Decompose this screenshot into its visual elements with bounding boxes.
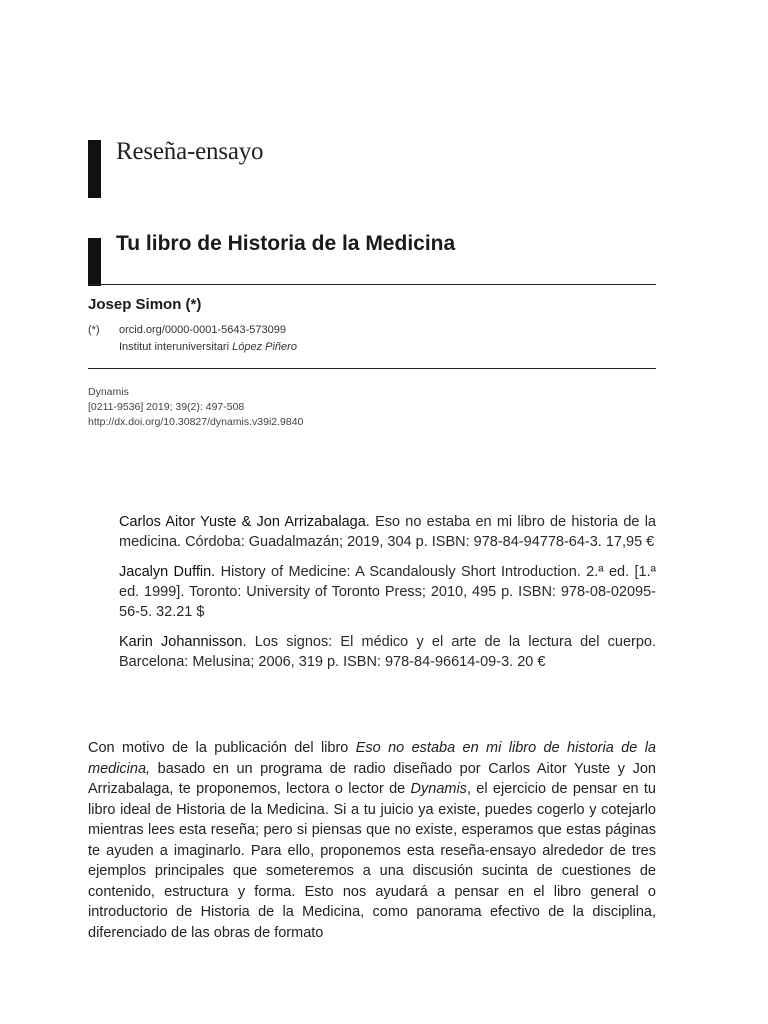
author-name: Josep Simon (*)	[88, 296, 202, 313]
institution-prefix: Institut interuniversitari	[119, 341, 233, 353]
body-text-run: basado en un programa de radio diseñado por Carlos Aitor Yuste y Jon Arrizabalaga, te proponemos, lectora o lector de	[88, 760, 656, 797]
institution	[119, 339, 297, 356]
journal-name: Dynamis	[88, 386, 129, 398]
body-paragraph	[88, 738, 656, 943]
reference-authors: Jacalyn Duffin.	[119, 564, 216, 580]
book-title-italic: Eso no estaba en mi libro de historia de la medicina,	[88, 740, 656, 777]
institution-italic: López Piñero	[232, 341, 297, 353]
orcid-link[interactable]: orcid.org/0000-0001-5643-573099	[119, 324, 286, 336]
body-text	[88, 738, 656, 943]
section-label: Reseña-ensayo	[116, 138, 264, 165]
reference-item	[119, 512, 656, 552]
journal-name-italic: Dynamis	[410, 781, 467, 797]
affiliation-mark: (*)	[88, 324, 100, 336]
reference-details: History of Medicine: A Scandalously Short Introduction. 2.ª ed. [1.ª ed. 1999]. Toronto: University of Toronto Press; 2010, 495 p. ISBN: 978-08-02095-56-5. 32.21 $	[119, 564, 657, 620]
affiliation-rule	[88, 368, 656, 369]
reference-details: Eso no estaba en mi libro de historia de la medicina. Córdoba: Guadalmazán; 2019, 304 p. ISBN: 978-84-94778-64-3. 17,95 €	[119, 514, 657, 550]
journal-citation: [0211-9536] 2019; 39(2): 497-508	[88, 401, 245, 413]
title-marker-bar	[88, 238, 101, 286]
title-rule	[88, 284, 656, 285]
body-text-run: , el ejercicio de pensar en tu libro ideal de Historia de la Medicina. Si a tu juicio ya existe, puedes cogerlo y cotejarlo mientras lees esta reseña; pero si piensas que no existe, esperamos que estas páginas te ayuden a imaginarlo. Para ello, proponemos esta reseña-ensayo alrededor de tres ejemplos principales que someteremos a una discusión sucinta de cuestiones de contenido, estructura y forma. Esto nos ayudará a pensar en el libro general o introductorio de Historia de la Medicina, como panorama efectivo de la disciplina, diferenciado de las obras de formato	[88, 781, 656, 941]
reference-details: Los signos: El médico y el arte de la lectura del cuerpo. Barcelona: Melusina; 2006, 319 p. ISBN: 978-84-96614-09-3. 20 €	[119, 634, 656, 670]
reference-authors: Carlos Aitor Yuste & Jon Arrizabalaga.	[119, 514, 370, 530]
doi-link[interactable]: http://dx.doi.org/10.30827/dynamis.v39i2.9840	[88, 416, 304, 428]
affiliation	[119, 322, 297, 356]
reference-item	[119, 632, 656, 672]
body-text-run: Con motivo de la publicación del libro	[88, 740, 356, 756]
reference-item	[119, 562, 656, 622]
reviewed-books	[119, 512, 656, 682]
article-title: Tu libro de Historia de la Medicina	[116, 232, 456, 255]
section-marker-bar	[88, 140, 101, 198]
reference-authors: Karin Johannisson.	[119, 634, 247, 650]
journal-info	[88, 385, 303, 430]
